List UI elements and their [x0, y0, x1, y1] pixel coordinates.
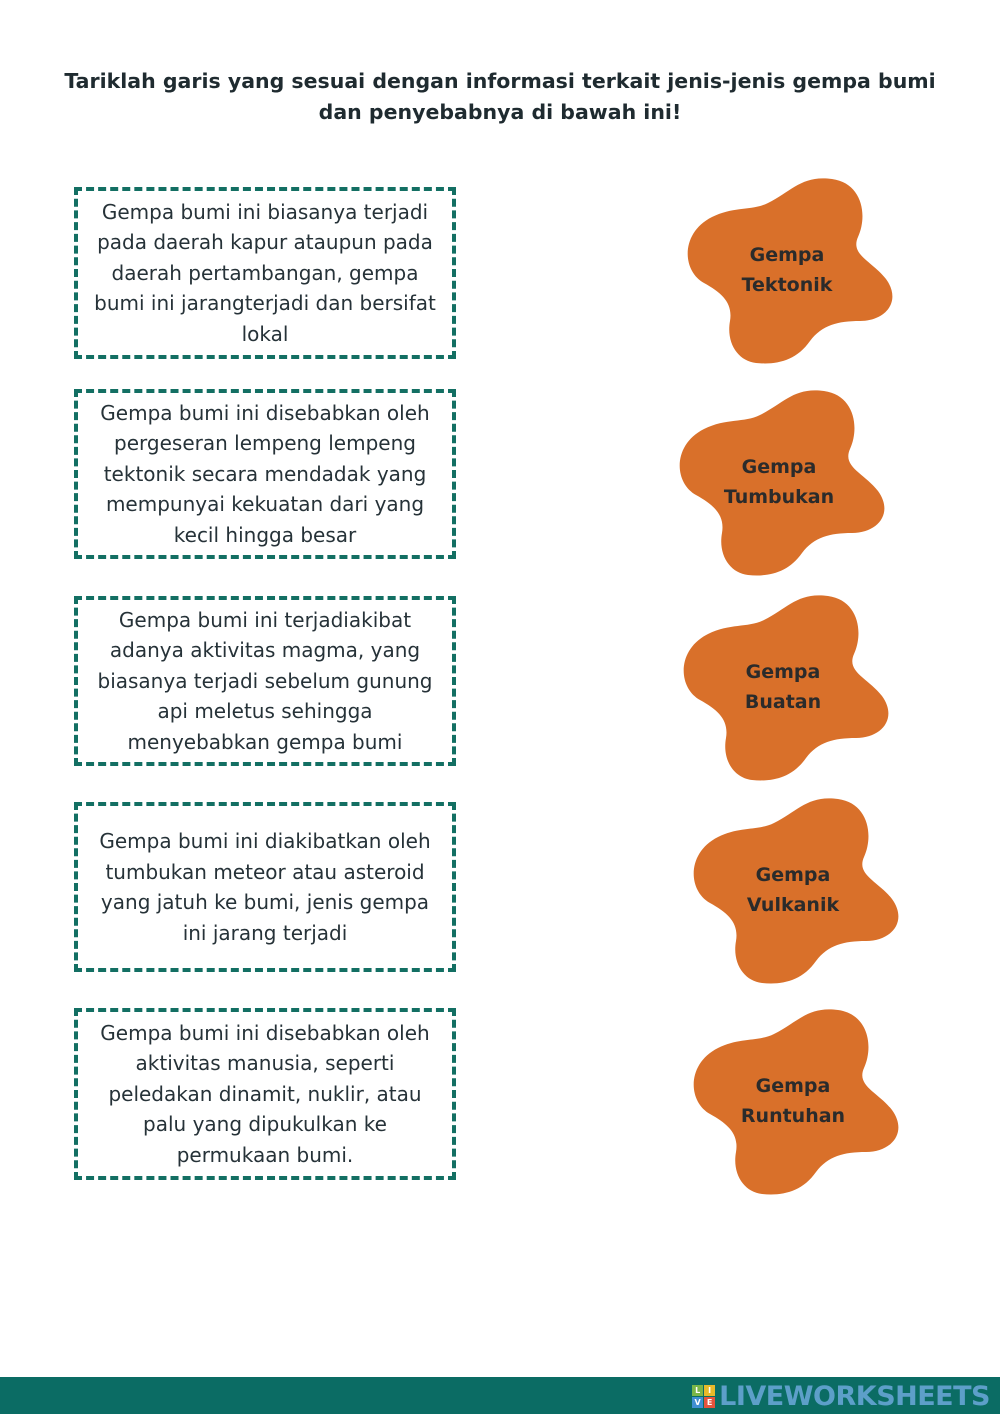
description-line: lokal	[241, 321, 289, 346]
instruction-line-2: dan penyebabnya di bawah ini!	[318, 100, 682, 124]
description-line: aktivitas manusia, seperti	[135, 1051, 395, 1076]
blob-shape	[664, 387, 894, 577]
description-line: daerah pertambangan, gempa	[111, 260, 419, 285]
description-box-3[interactable]	[74, 596, 456, 766]
blob-shape	[668, 592, 898, 782]
description-line: palu yang dipukulkan ke	[143, 1112, 387, 1137]
logo-letter: I	[704, 1385, 715, 1396]
blob-label-line: Buatan	[744, 691, 822, 713]
description-line: tumbukan meteor atau asteroid	[105, 859, 425, 884]
description-box-4[interactable]	[74, 802, 456, 972]
description-box-1[interactable]	[74, 187, 456, 359]
description-line: tektonik secara mendadak yang	[103, 461, 427, 486]
description-line: Gempa bumi ini biasanya terjadi	[101, 199, 429, 224]
description-line: adanya aktivitas magma, yang	[109, 638, 421, 663]
answer-blob-tektonik[interactable]	[672, 175, 902, 365]
description-line: Gempa bumi ini disebabkan oleh	[100, 1020, 430, 1045]
blob-label-line: Gempa	[741, 456, 817, 478]
answer-blob-vulkanik[interactable]	[678, 795, 908, 985]
liveworksheets-brand[interactable]	[692, 1378, 990, 1414]
description-line: kecil hingga besar	[173, 522, 357, 547]
blob-label-line: Gempa	[749, 244, 825, 266]
description-box-5[interactable]	[74, 1008, 456, 1180]
instruction-line-1: Tariklah garis yang sesuai dengan informasi terkait jenis-jenis gempa bumi	[64, 69, 936, 93]
description-line: peledakan dinamit, nuklir, atau	[108, 1081, 422, 1106]
answer-blob-buatan[interactable]	[668, 592, 898, 782]
blob-label-line: Gempa	[755, 864, 831, 886]
description-line: ini jarang terjadi	[182, 920, 348, 945]
answer-blob-tumbukan[interactable]	[664, 387, 894, 577]
description-line: yang jatuh ke bumi, jenis gempa	[100, 890, 430, 914]
logo-letter: L	[692, 1385, 703, 1396]
blob-shape	[672, 175, 902, 365]
description-line: Gempa bumi ini diakibatkan oleh	[99, 829, 431, 853]
description-line: permukaan bumi.	[176, 1142, 354, 1167]
blob-label-line: Runtuhan	[740, 1105, 846, 1127]
blob-shape	[678, 795, 908, 985]
description-line: menyebabkan gempa bumi	[127, 729, 403, 754]
description-line: pergeseran lempeng lempeng	[114, 431, 416, 456]
description-line: api meletus sehingga	[157, 699, 373, 724]
blob-label-line: Gempa	[755, 1075, 831, 1097]
liveworksheets-logo-icon	[692, 1385, 715, 1408]
answer-blob-runtuhan[interactable]	[678, 1006, 908, 1196]
blob-label-line: Vulkanik	[746, 894, 840, 916]
logo-letter: V	[692, 1397, 703, 1408]
instruction-text	[40, 66, 960, 128]
logo-letter: E	[704, 1397, 715, 1408]
blob-label-line: Tumbukan	[723, 486, 835, 508]
description-line: mempunyai kekuatan dari yang	[105, 492, 425, 517]
description-line: bumi ini jarangterjadi dan bersifat	[94, 291, 436, 316]
blob-shape	[678, 1006, 908, 1196]
blob-label-line: Gempa	[745, 661, 821, 683]
description-line: biasanya terjadi sebelum gunung	[97, 668, 433, 693]
description-box-2[interactable]	[74, 389, 456, 559]
description-line: Gempa bumi ini terjadiakibat	[118, 607, 412, 632]
description-line: pada daerah kapur ataupun pada	[97, 230, 433, 255]
brand-name: LIVEWORKSHEETS	[719, 1380, 990, 1412]
blob-label-line: Tektonik	[741, 274, 833, 296]
description-line: Gempa bumi ini disebabkan oleh	[100, 400, 430, 425]
